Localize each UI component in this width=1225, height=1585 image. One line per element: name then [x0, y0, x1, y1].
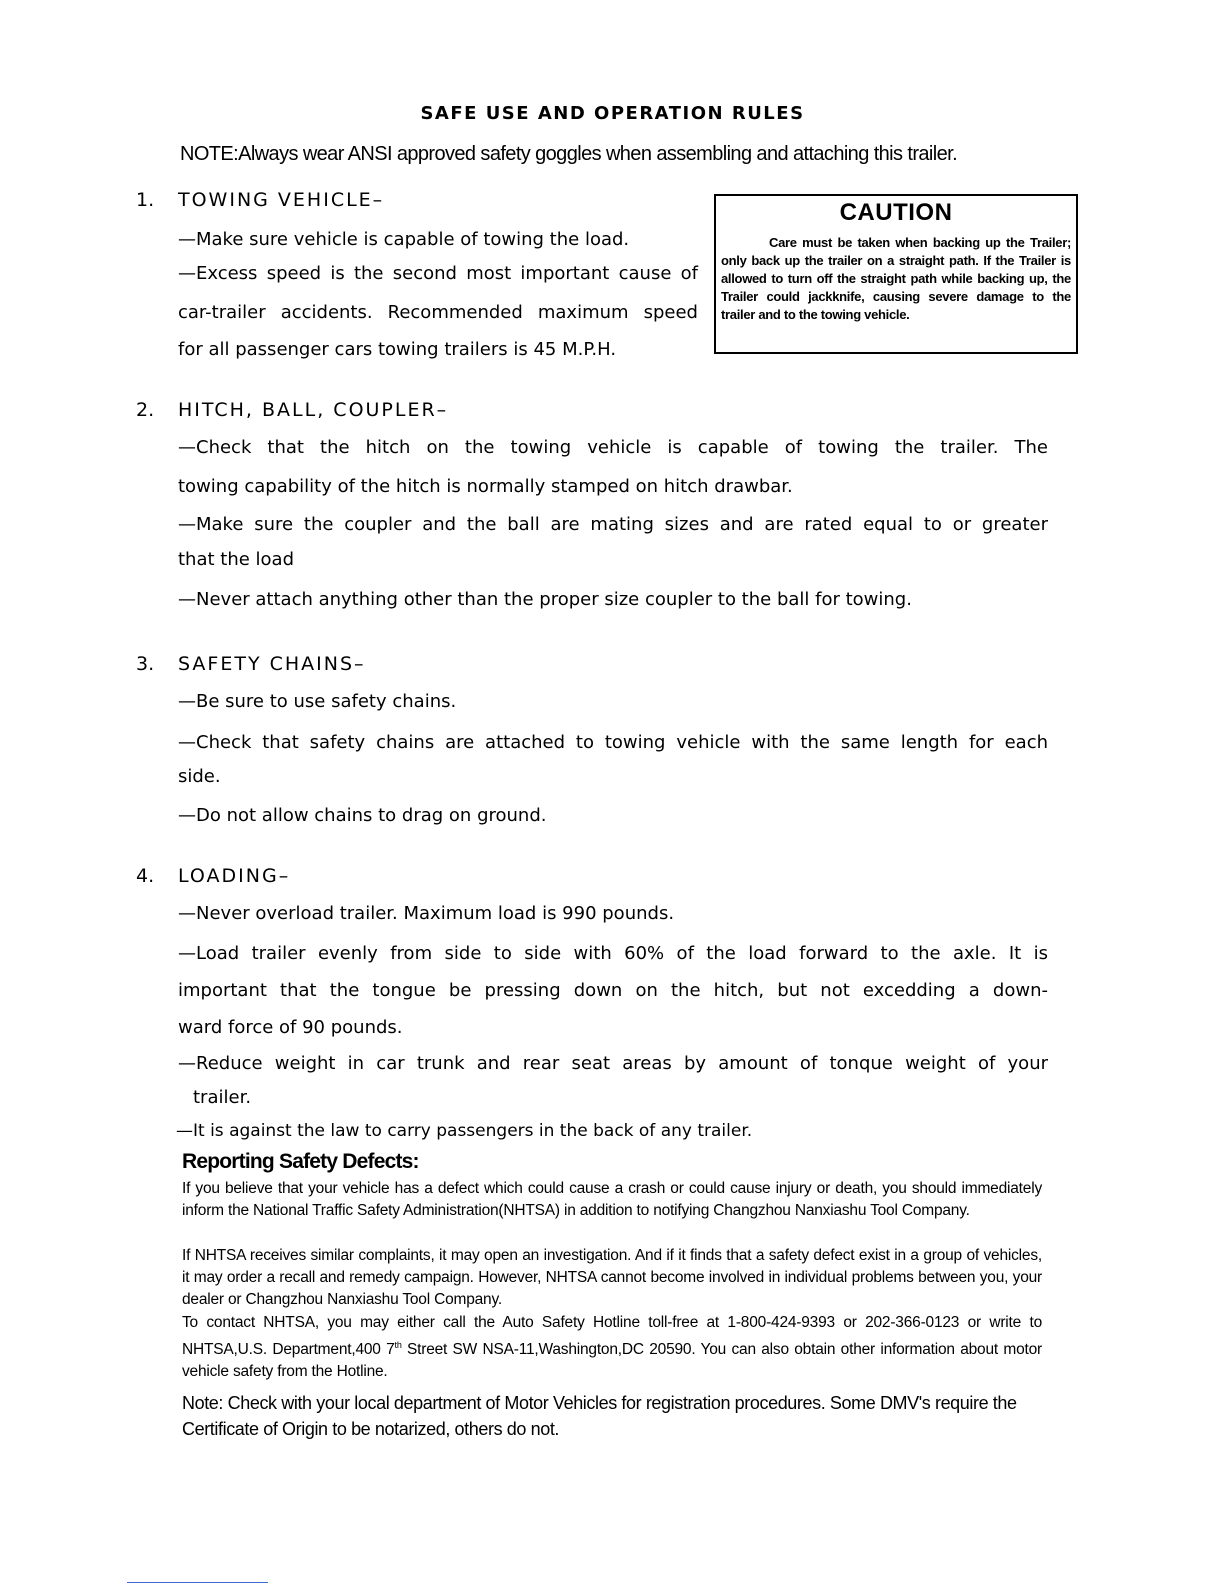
section-2-line-3: —Make sure the coupler and the ball are mating sizes and are rated equal to or greater	[178, 514, 1048, 535]
section-4-number: 4.	[136, 865, 155, 887]
section-4-line-2: —Load trailer evenly from side to side with 60% of the load forward to the axle. It is	[178, 943, 1048, 964]
section-4-line-4: ward force of 90 pounds.	[178, 1017, 403, 1038]
contact-text-a: To contact NHTSA, you may either call the Auto Safety Hotline toll-free at 1-800-424-9393 or 202-366-0123 or write to NHTSA,U.S. Department,400 7	[182, 1314, 1042, 1359]
section-4-line-3: important that the tongue be pressing down on the hitch, but not excedding a down-	[178, 980, 1048, 1001]
reporting-paragraph-2: If NHTSA receives similar complaints, it may open an investigation. And if it finds that a safety defect exist in a group of vehicles, it may order a recall and remedy campaign. However, NHTSA cannot become involved in individual problems between you, your dealer or Changzhou Nanxiashu Tool Company.	[182, 1247, 1042, 1308]
caution-text: Care must be taken when backing up the Trailer; only back up the trailer on a straight path. If the Trailer is allowed to turn off the straight path while backing up, the Trailer could jackknife, causing severe damage to the trailer and to the towing vehicle.	[721, 235, 1071, 322]
section-4-line-7: —It is against the law to carry passengers in the back of any trailer.	[176, 1121, 753, 1141]
contact-text-b: Street SW NSA-11,Washington,DC 20590. You can also obtain other information about motor vehicle safety from the Hotline.	[182, 1341, 1043, 1381]
reporting-contact-paragraph	[182, 1312, 1042, 1383]
section-3-heading: SAFETY CHAINS–	[178, 653, 366, 675]
section-3-line-2: —Check that safety chains are attached to towing vehicle with the same length for each	[178, 732, 1048, 753]
section-2-line-5: —Never attach anything other than the proper size coupler to the ball for towing.	[178, 589, 912, 610]
section-2-line-2: towing capability of the hitch is normally stamped on hitch drawbar.	[178, 476, 793, 497]
section-1-heading: TOWING VEHICLE–	[178, 189, 385, 211]
section-4-line-5: —Reduce weight in car trunk and rear seat areas by amount of tonque weight of your	[178, 1053, 1048, 1074]
section-3-line-4: —Do not allow chains to drag on ground.	[178, 805, 547, 826]
section-2-number: 2.	[136, 399, 155, 421]
section-1-number: 1.	[136, 189, 155, 211]
contact-superscript: th	[394, 1340, 402, 1350]
section-3-line-3: side.	[178, 766, 221, 787]
caution-box	[714, 194, 1078, 354]
section-2-line-1: —Check that the hitch on the towing vehicle is capable of towing the trailer. The	[178, 437, 1048, 458]
section-1-line-3: car-trailer accidents. Recommended maximum speed	[178, 302, 698, 323]
reporting-paragraph-1: If you believe that your vehicle has a defect which could cause a crash or could cause injury or death, you should immediately inform the National Traffic Safety Administration(NHTSA) in addition to notifying Changzhou Nanxiashu Tool Company.	[182, 1180, 1042, 1219]
dmv-note: Note: Check with your local department of Motor Vehicles for registration procedures. Some DMV's require the Certificate of Origin to be notarized, others do not.	[182, 1393, 1017, 1439]
section-2-heading: HITCH, BALL, COUPLER–	[178, 399, 449, 421]
page-title: SAFE USE AND OPERATION RULES	[420, 103, 805, 124]
section-3-line-1: —Be sure to use safety chains.	[178, 691, 457, 712]
footer-link-underline	[127, 1582, 268, 1583]
goggles-note: NOTE:Always wear ANSI approved safety goggles when assembling and attaching this trailer.	[180, 143, 958, 165]
section-4-heading: LOADING–	[178, 865, 291, 887]
section-4-line-6: trailer.	[193, 1087, 252, 1108]
section-3-number: 3.	[136, 653, 155, 675]
section-1-line-1: —Make sure vehicle is capable of towing the load.	[178, 229, 630, 250]
section-2-line-4: that the load	[178, 549, 295, 570]
reporting-heading: Reporting Safety Defects:	[182, 1150, 419, 1173]
section-4-line-1: —Never overload trailer. Maximum load is 990 pounds.	[178, 903, 675, 924]
caution-title: CAUTION	[839, 199, 953, 226]
section-1-line-4: for all passenger cars towing trailers is 45 M.P.H.	[178, 339, 617, 360]
section-1-line-2: —Excess speed is the second most important cause of	[178, 263, 698, 284]
